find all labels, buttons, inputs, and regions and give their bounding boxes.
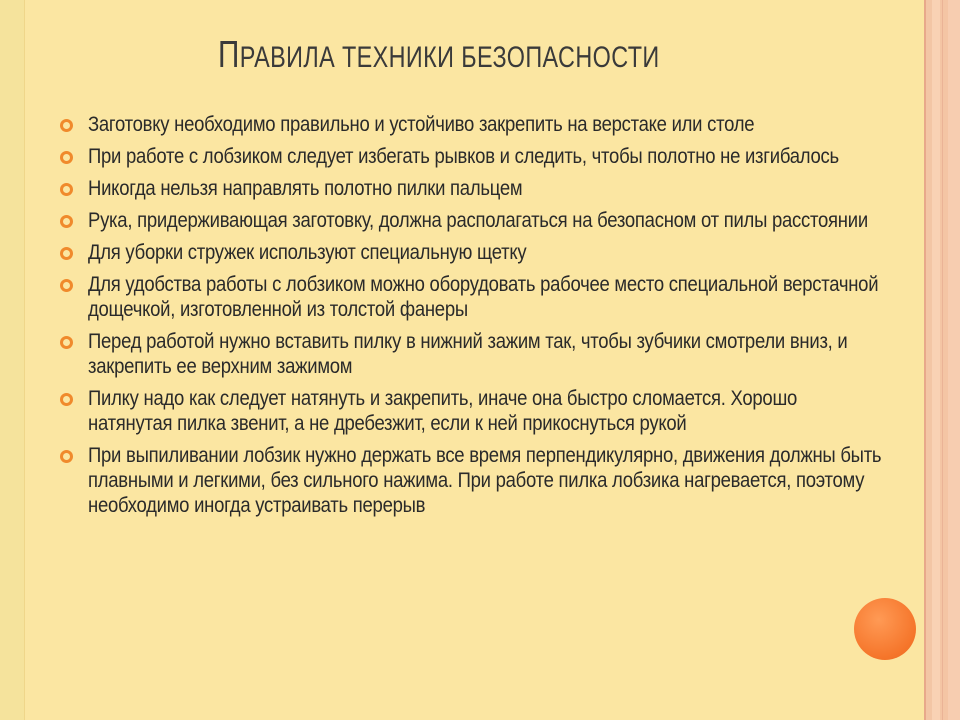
bullet-text: Никогда нельзя направлять полотно пилки пальцем bbox=[88, 176, 523, 200]
bullet-item bbox=[58, 208, 888, 233]
title-rest: РАВИЛА ТЕХНИКИ БЕЗОПАСНОСТИ bbox=[239, 41, 660, 74]
bullet-item bbox=[58, 144, 888, 169]
bullet-list bbox=[58, 112, 888, 525]
bullet-text: Пилку надо как следует натянуть и закрепить, иначе она быстро сломается. Хорошо натянутая пилка звенит, а не дребезжит, если к ней прикоснуться рукой bbox=[88, 386, 798, 435]
bullet-item bbox=[58, 272, 888, 322]
bullet-text: Для удобства работы с лобзиком можно оборудовать рабочее место специальной верстачной дощечкой, изготовленной из толстой фанеры bbox=[88, 272, 879, 321]
bullet-circle-icon bbox=[60, 336, 73, 349]
bullet-item bbox=[58, 112, 888, 137]
bullet-text: Заготовку необходимо правильно и устойчиво закрепить на верстаке или столе bbox=[88, 112, 755, 136]
bullet-item bbox=[58, 176, 888, 201]
bullet-circle-icon bbox=[60, 183, 73, 196]
bullet-circle-icon bbox=[60, 279, 73, 292]
bullet-circle-icon bbox=[60, 247, 73, 260]
orange-circle-decoration bbox=[854, 598, 916, 660]
bullet-circle-icon bbox=[60, 215, 73, 228]
bullet-text: Для уборки стружек используют специальную щетку bbox=[88, 240, 527, 264]
left-border-decoration bbox=[0, 0, 25, 720]
bullet-text: Перед работой нужно вставить пилку в нижний зажим так, чтобы зубчики смотрели вниз, и закрепить ее верхним зажимом bbox=[88, 329, 848, 378]
bullet-item bbox=[58, 443, 888, 518]
bullet-circle-icon bbox=[60, 151, 73, 164]
bullet-circle-icon bbox=[60, 119, 73, 132]
bullet-text: Рука, придерживающая заготовку, должна располагаться на безопасном от пилы расстоянии bbox=[88, 208, 868, 232]
bullet-text: При работе с лобзиком следует избегать рывков и следить, чтобы полотно не изгибалось bbox=[88, 144, 839, 168]
right-stripe-decoration bbox=[924, 0, 960, 720]
bullet-item bbox=[58, 329, 888, 379]
bullet-circle-icon bbox=[60, 450, 73, 463]
title-first-letter: П bbox=[218, 34, 240, 76]
slide-title bbox=[218, 34, 660, 77]
bullet-item bbox=[58, 386, 888, 436]
bullet-text: При выпиливании лобзик нужно держать все время перпендикулярно, движения должны быть плавными и легкими, без сильного нажима. При работе пилка лобзика нагревается, поэтому необходимо иногда устраивать перерыв bbox=[88, 443, 882, 517]
bullet-circle-icon bbox=[60, 393, 73, 406]
bullet-item bbox=[58, 240, 888, 265]
